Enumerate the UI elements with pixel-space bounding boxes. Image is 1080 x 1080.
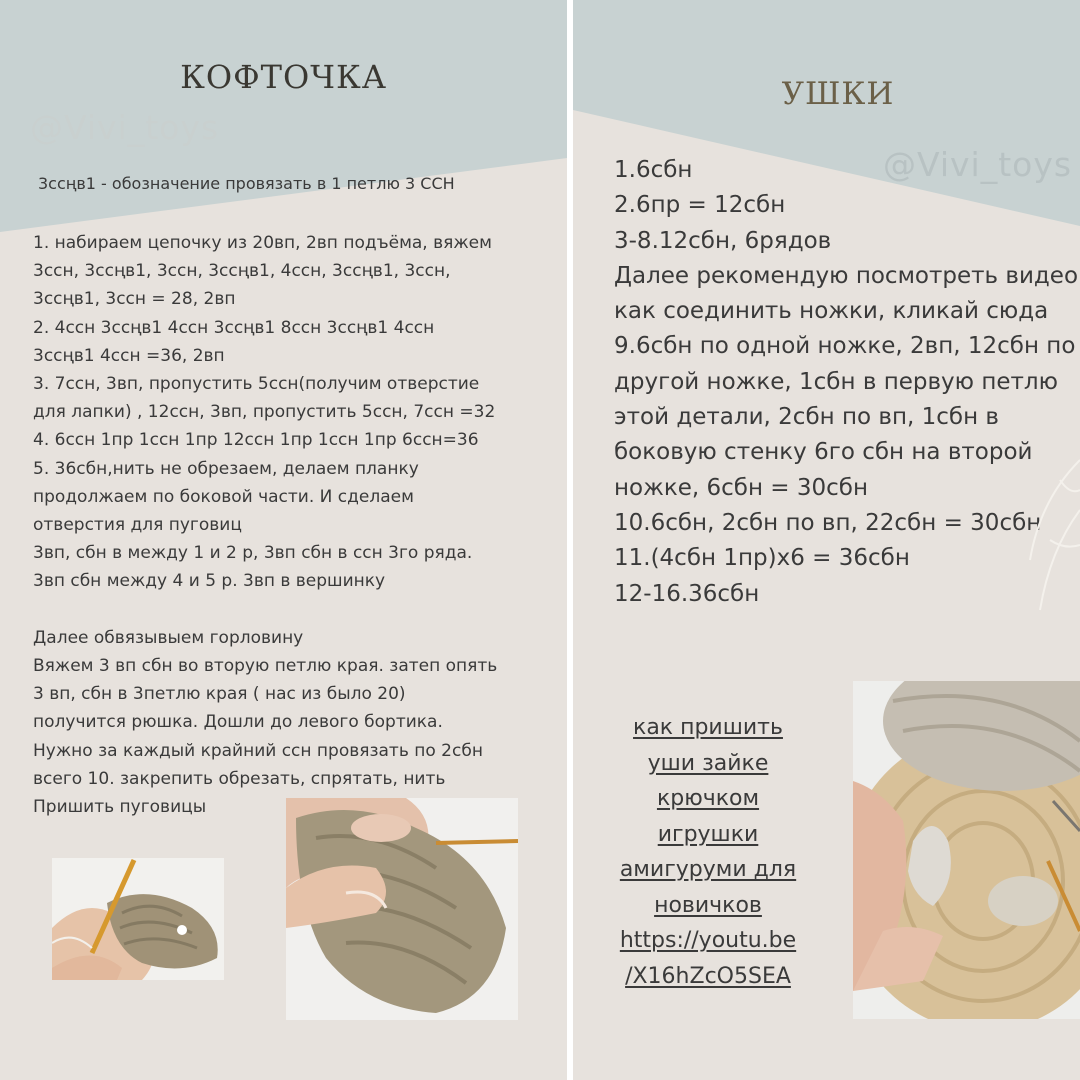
right-panel [573, 0, 1080, 1080]
instruction-line: Вяжем 3 вп сбн во вторую петлю края. затеп опять [33, 656, 498, 677]
instruction-line: получится рюшка. Дошли до левого бортика. [33, 712, 443, 733]
video-link-line[interactable]: https://youtu.be [619, 928, 797, 953]
video-link-line[interactable]: уши зайке [647, 750, 769, 776]
left-watermark: @Vivi_toys [30, 108, 220, 147]
instruction-line: 4. 6ссн 1пр 1ссн 1пр 12ссн 1пр 1ссн 1пр 6ссн=36 [33, 430, 479, 451]
video-link-line[interactable]: амигуруми для [619, 857, 797, 882]
video-link-line[interactable]: крючком [656, 786, 760, 811]
instruction-line: всего 10. закрепить обрезать, спрятать, нить [33, 768, 446, 789]
instruction-line: 1.6сбн [614, 157, 693, 183]
instruction-line: 3-8.12сбн, 6рядов [614, 227, 832, 254]
instruction-line: для лапки) , 12ссн, 3вп, пропустить 5ссн, 7ссн =32 [33, 402, 496, 423]
instruction-line: 12-16.36сбн [614, 580, 760, 607]
instruction-line: 3. 7ссн, 3вп, пропустить 5ссн(получим отверстие [33, 374, 480, 395]
instruction-line: Нужно за каждый крайний ссн провязать по 2сбн [33, 740, 483, 761]
leaf-decoration [1000, 440, 1080, 640]
instruction-line: этой детали, 2сбн по вп, 1сбн в [614, 404, 999, 431]
crochet-sweater-photo-small [52, 858, 224, 980]
instruction-line: 2. 4ссн 3ссңв1 4ссн 3ссңв1 8ссн 3ссңв1 4ссн [33, 317, 435, 338]
instruction-line: 3ссңв1, 3ссн = 28, 2вп [33, 289, 236, 310]
instruction-line: 3ссңв1 4ссн =36, 2вп [33, 345, 225, 366]
right-panel-title: УШКИ [781, 76, 895, 112]
instruction-line: 9.6сбн по одной ножке, 2вп, 12сбн по [614, 333, 1076, 360]
video-tutorial-link[interactable] [603, 710, 813, 994]
left-instructions [33, 229, 558, 821]
instruction-line: Далее рекомендую посмотреть видео [614, 262, 1079, 289]
instruction-line: 11.(4сбн 1пр)х6 = 36сбн [614, 545, 910, 572]
crochet-ears-photo [853, 681, 1080, 1019]
crochet-sweater-photo-large [286, 798, 518, 1020]
stitch-notation-note: 3ссңв1 - обозначение провязать в 1 петлю 3 ССН [38, 174, 455, 193]
instruction-line: другой ножке, 1сбн в первую петлю [614, 368, 1058, 395]
video-link-line[interactable]: как пришить [633, 715, 783, 740]
instruction-line: продолжаем по боковой части. И сделаем [33, 486, 414, 507]
instruction-line: Пришить пуговицы [33, 797, 207, 818]
instruction-line: 3вп, сбн в между 1 и 2 р, 3вп сбн в ссн 3го ряда. [33, 543, 473, 564]
instruction-line: отверстия для пуговиц [33, 515, 242, 536]
instruction-line: 3ссн, 3ссңв1, 3ссн, 3ссңв1, 4ссн, 3ссңв1, 3ссн, [33, 261, 451, 282]
instruction-line: как соединить ножки, кликай сюда [614, 298, 1049, 325]
right-watermark: @Vivi_toys [883, 145, 1073, 184]
instruction-line: 3вп сбн между 4 и 5 р. 3вп в вершинку [33, 571, 386, 592]
video-link-line[interactable]: новичков [654, 892, 762, 918]
instruction-line: Далее обвязывыем горловину [33, 627, 304, 648]
instruction-line: ножке, 6сбн = 30сбн [614, 474, 869, 501]
instruction-line: 10.6сбн, 2сбн по вп, 22сбн = 30сбн [614, 509, 1042, 536]
instruction-line: 1. набираем цепочку из 20вп, 2вп подъёма, вяжем [33, 233, 492, 253]
instruction-line: 5. 36сбн,нить не обрезаем, делаем планку [33, 458, 419, 479]
left-panel-title: КОФТОЧКА [180, 58, 387, 96]
video-link-line[interactable]: игрушки [657, 821, 759, 847]
video-link-line[interactable]: /X16hZcO5SEA [625, 963, 791, 989]
instruction-line: 3 вп, сбн в 3петлю края ( нас из было 20) [33, 684, 406, 705]
instruction-line [33, 596, 558, 624]
instruction-line: 2.6пр = 12сбн [614, 192, 786, 219]
instruction-line: боковую стенку 6го сбн на второй [614, 439, 1033, 466]
